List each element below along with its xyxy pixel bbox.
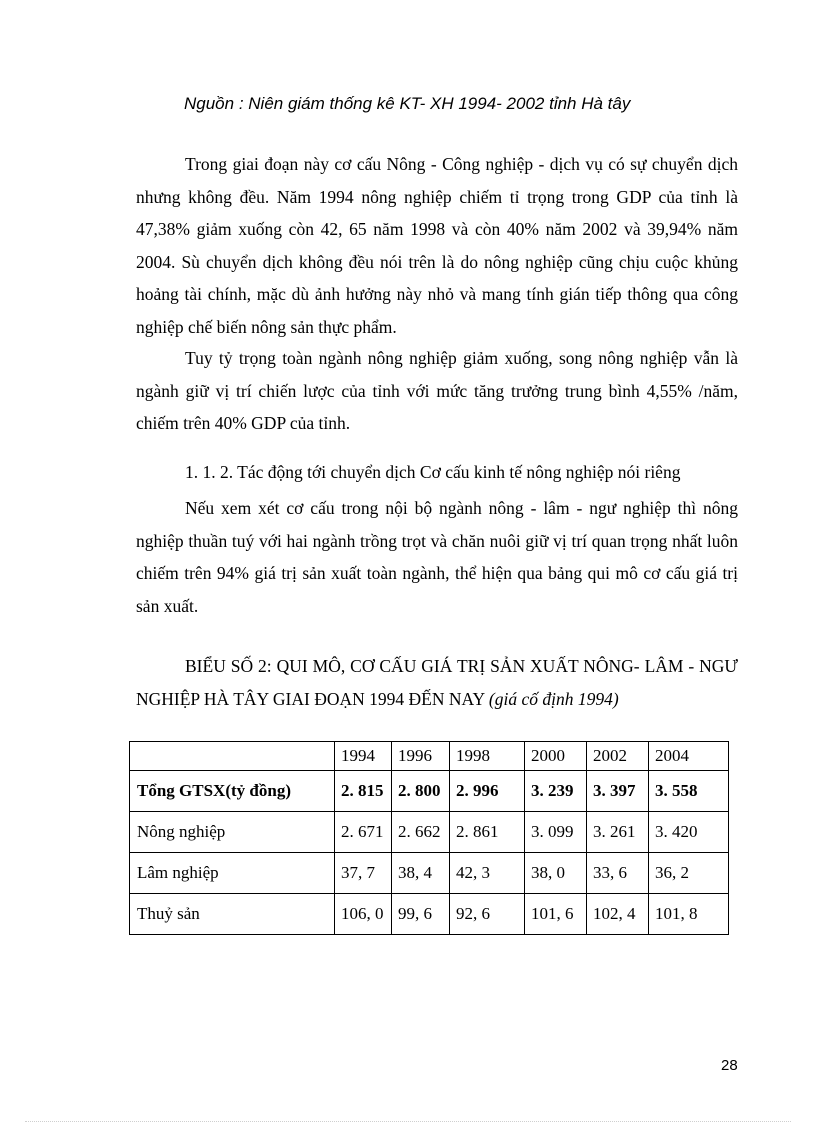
paragraph-structure-shift: Trong giai đoạn này cơ cấu Nông - Công nghiệp - dịch vụ có sự chuyển dịch nhưng không đều. Năm 1994 nông nghiệp chiếm tỉ trọng trong GDP của tỉnh là 47,38% giảm xuống còn 42, 65 năm 1998 và còn 40% năm 2002 và 39,94% năm 2004. Sù chuyển dịch không đều nói trên là do nông nghiệp cũng chịu cuộc khủng hoảng tài chính, mặc dù ảnh hưởng này nhỏ và mang tính gián tiếp thông qua công nghiệp chế biến nông sản thực phẩm. <box>136 154 738 337</box>
table-cell: 99, 6 <box>392 894 450 935</box>
table-cell: 2. 861 <box>450 812 525 853</box>
table-cell: 2. 800 <box>392 771 450 812</box>
table-header-row <box>130 742 729 771</box>
table-cell: 101, 8 <box>649 894 729 935</box>
table-corner-cell <box>130 742 335 771</box>
table-cell: 2. 662 <box>392 812 450 853</box>
table-cell: 3. 261 <box>587 812 649 853</box>
table-cell: 38, 4 <box>392 853 450 894</box>
source-note: Nguồn : Niên giám thống kê KT- XH 1994- 2002 tỉnh Hà tây <box>184 94 631 113</box>
page-bottom-rule <box>25 1121 791 1122</box>
table-caption-note: (giá cố định 1994) <box>488 688 619 709</box>
table-cell: 2. 671 <box>335 812 392 853</box>
table-cell: 42, 3 <box>450 853 525 894</box>
row-label: Nông nghiệp <box>130 812 335 853</box>
table-cell: 2. 815 <box>335 771 392 812</box>
table-cell: 106, 0 <box>335 894 392 935</box>
year-header: 2000 <box>525 742 587 771</box>
table-row-fishery <box>130 894 729 935</box>
paragraph-agriculture-share: Tuy tỷ trọng toàn ngành nông nghiệp giảm xuống, song nông nghiệp vẫn là ngành giữ vị trí chiến lược của tỉnh với mức tăng trưởng trung bình 4,55% /năm, chiếm trên 40% GDP của tỉnh. <box>136 348 738 433</box>
year-header: 2002 <box>587 742 649 771</box>
row-label: Lâm nghiệp <box>130 853 335 894</box>
year-header: 1996 <box>392 742 450 771</box>
table-cell: 33, 6 <box>587 853 649 894</box>
production-value-table <box>129 741 729 935</box>
table-caption-main: BIỂU SỐ 2: QUI MÔ, CƠ CẤU GIÁ TRỊ SẢN XUẤT NÔNG- LÂM - NGƯ NGHIỆP HÀ TÂY GIAI ĐOẠN 1994 ĐẾN NAY <box>136 656 738 709</box>
table-cell: 101, 6 <box>525 894 587 935</box>
table-cell: 38, 0 <box>525 853 587 894</box>
row-label: Thuỷ sản <box>130 894 335 935</box>
table-cell: 2. 996 <box>450 771 525 812</box>
page-number: 28 <box>721 1057 738 1074</box>
section-heading: 1. 1. 2. Tác động tới chuyển dịch Cơ cấu kinh tế nông nghiệp nói riêng <box>185 462 681 482</box>
table-cell: 102, 4 <box>587 894 649 935</box>
table-cell: 37, 7 <box>335 853 392 894</box>
table-cell: 36, 2 <box>649 853 729 894</box>
row-label: Tổng GTSX(tỷ đồng) <box>130 771 335 812</box>
table-cell: 3. 397 <box>587 771 649 812</box>
table-cell: 3. 558 <box>649 771 729 812</box>
table-cell: 3. 239 <box>525 771 587 812</box>
table-row-forestry <box>130 853 729 894</box>
table-cell: 3. 420 <box>649 812 729 853</box>
table-caption <box>136 650 738 715</box>
year-header: 1998 <box>450 742 525 771</box>
table-cell: 3. 099 <box>525 812 587 853</box>
table-cell: 92, 6 <box>450 894 525 935</box>
paragraph-internal-structure: Nếu xem xét cơ cấu trong nội bộ ngành nông - lâm - ngư nghiệp thì nông nghiệp thuần tuý với hai ngành trồng trọt và chăn nuôi giữ vị trí quan trọng nhất luôn chiếm trên 94% giá trị sản xuất toàn ngành, thể hiện qua bảng qui mô cơ cấu giá trị sản xuất. <box>136 498 738 616</box>
table-row-total <box>130 771 729 812</box>
year-header: 1994 <box>335 742 392 771</box>
table-row-agriculture <box>130 812 729 853</box>
year-header: 2004 <box>649 742 729 771</box>
